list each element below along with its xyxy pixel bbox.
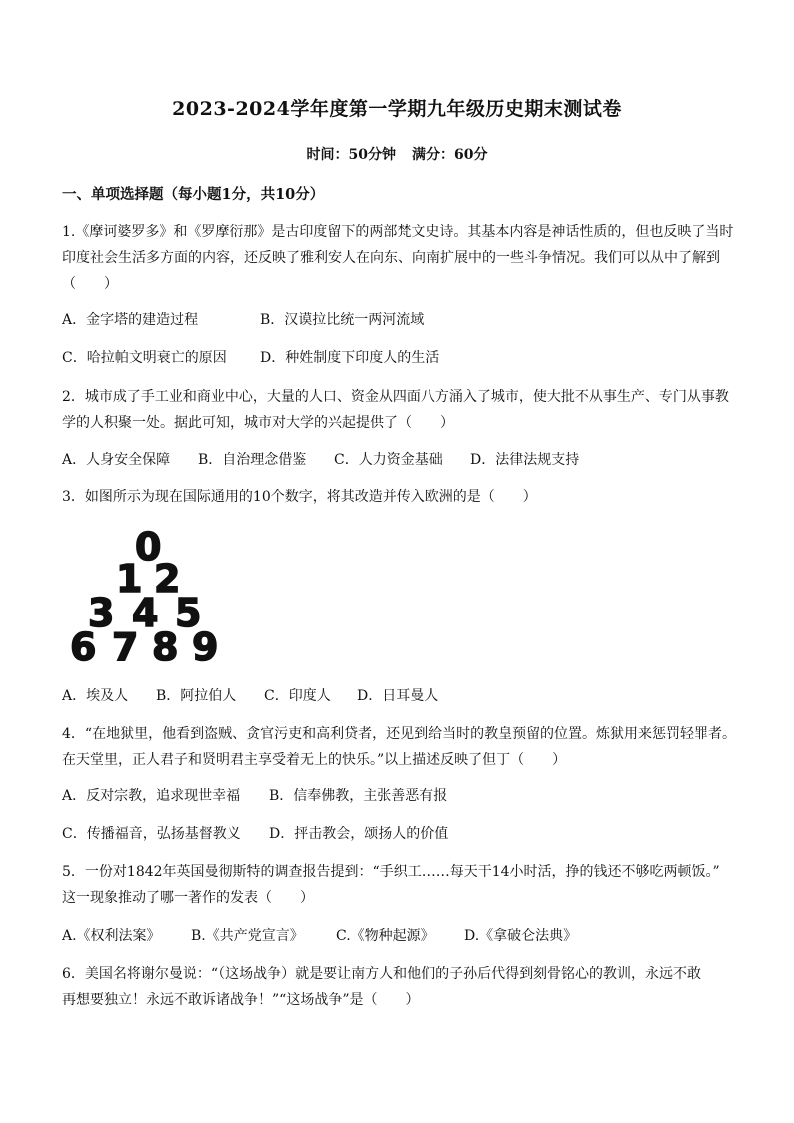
- option-b[interactable]: B.《共产党宣言》: [191, 928, 304, 944]
- question-3-stem: [62, 484, 747, 510]
- option-c[interactable]: C．哈拉帕文明衰亡的原因: [62, 350, 227, 366]
- option-d[interactable]: D．法律法规支持: [470, 452, 580, 468]
- question-6-stem: [62, 961, 747, 1013]
- question-line: 2．城市成了手工业和商业中心，大量的人口、资金从四面八方涌入了城市，使大批不从事生产、专门从事教: [62, 389, 729, 405]
- option-a[interactable]: A．反对宗教，追求现世幸福: [62, 788, 241, 804]
- option-b[interactable]: B．阿拉伯人: [156, 688, 237, 704]
- digit-6: 6: [70, 625, 97, 669]
- digit-8: 8: [152, 625, 179, 669]
- exam-score: 满分：60分: [412, 147, 488, 163]
- digit-0: 0: [135, 525, 162, 569]
- question-line: 3．如图所示为现在国际通用的10个数字，将其改造并传入欧洲的是（ ）: [62, 489, 537, 505]
- question-line: 4．“在地狱里，他看到盗贼、贪官污吏和高利贷者，还见到给当时的教皇预留的位置。炼狱用来惩罚轻罪者。: [62, 726, 737, 742]
- question-2-stem: [62, 384, 747, 436]
- question-4-options-row1: [62, 786, 447, 806]
- digit-9: 9: [192, 625, 219, 669]
- section-heading: 一、单项选择题（每小题1分，共10分）: [62, 186, 325, 203]
- digit-7: 7: [112, 625, 139, 669]
- exam-info: [0, 144, 794, 164]
- option-b[interactable]: B．信奉佛教，主张善恶有报: [269, 788, 448, 804]
- question-4-stem: [62, 721, 747, 773]
- question-line: （ ）: [62, 276, 118, 292]
- question-5-options: [62, 926, 577, 946]
- question-line: 1.《摩诃婆罗多》和《罗摩衍那》是古印度留下的两部梵文史诗。其基本内容是神话性质的，但也反映了当时: [62, 224, 734, 240]
- question-1-stem: [62, 219, 747, 297]
- digit-2: 2: [154, 557, 181, 601]
- option-d[interactable]: D．种姓制度下印度人的生活: [260, 350, 440, 366]
- exam-time: 时间：50分钟: [306, 147, 396, 163]
- question-2-options: [62, 450, 579, 470]
- question-line: 这一现象推动了哪一著作的发表（ ）: [62, 890, 314, 906]
- option-d[interactable]: D.《拿破仑法典》: [464, 928, 578, 944]
- option-c[interactable]: C．人力资金基础: [334, 452, 443, 468]
- option-c[interactable]: C．印度人: [264, 688, 331, 704]
- question-1-options-row1: [62, 310, 424, 330]
- question-line: 在天堂里，正人君子和贤明君主享受着无上的快乐。”以上描述反映了但丁（ ）: [62, 752, 567, 768]
- question-4-options-row2: [62, 824, 448, 844]
- option-a[interactable]: A．埃及人: [62, 688, 129, 704]
- option-a[interactable]: A．人身安全保障: [62, 452, 171, 468]
- option-c[interactable]: C.《物种起源》: [336, 928, 435, 944]
- option-c[interactable]: C．传播福音，弘扬基督教义: [62, 826, 241, 842]
- exam-title: 2023-2024学年度第一学期九年级历史期末测试卷: [172, 98, 622, 120]
- option-a[interactable]: A．金字塔的建造过程: [62, 312, 199, 328]
- option-b[interactable]: B．自治理念借鉴: [198, 452, 307, 468]
- option-a[interactable]: A.《权利法案》: [62, 928, 161, 944]
- question-line: 学的人积聚一处。据此可知，城市对大学的兴起提供了（ ）: [62, 415, 454, 431]
- option-b[interactable]: B．汉谟拉比统一两河流域: [260, 312, 425, 328]
- digit-5: 5: [175, 591, 202, 635]
- digit-3: 3: [88, 591, 115, 635]
- question-3-options: [62, 686, 438, 706]
- option-d[interactable]: D．抨击教会，颂扬人的价值: [269, 826, 449, 842]
- question-line: 印度社会生活多方面的内容，还反映了雅利安人在向东、向南扩展中的一些斗争情况。我们可以从中了解到: [62, 250, 720, 266]
- question-line: 再想要独立！永远不敢诉诸战争！”“这场战争”是（ ）: [62, 992, 420, 1008]
- question-1-options-row2: [62, 348, 439, 368]
- digit-1: 1: [116, 557, 143, 601]
- question-5-stem: [62, 859, 747, 911]
- question-line: 6．美国名将谢尔曼说：“（这场战争）就是要让南方人和他们的子孙后代得到刻骨铭心的教训，永远不敢: [62, 966, 702, 982]
- option-d[interactable]: D．日耳曼人: [357, 688, 439, 704]
- question-line: 5．一份对1842年英国曼彻斯特的调查报告提到：“手织工……每天干14小时活，挣的钱还不够吃两顿饭。”: [62, 864, 720, 880]
- numerals-figure: [68, 525, 228, 669]
- digit-4: 4: [132, 591, 159, 635]
